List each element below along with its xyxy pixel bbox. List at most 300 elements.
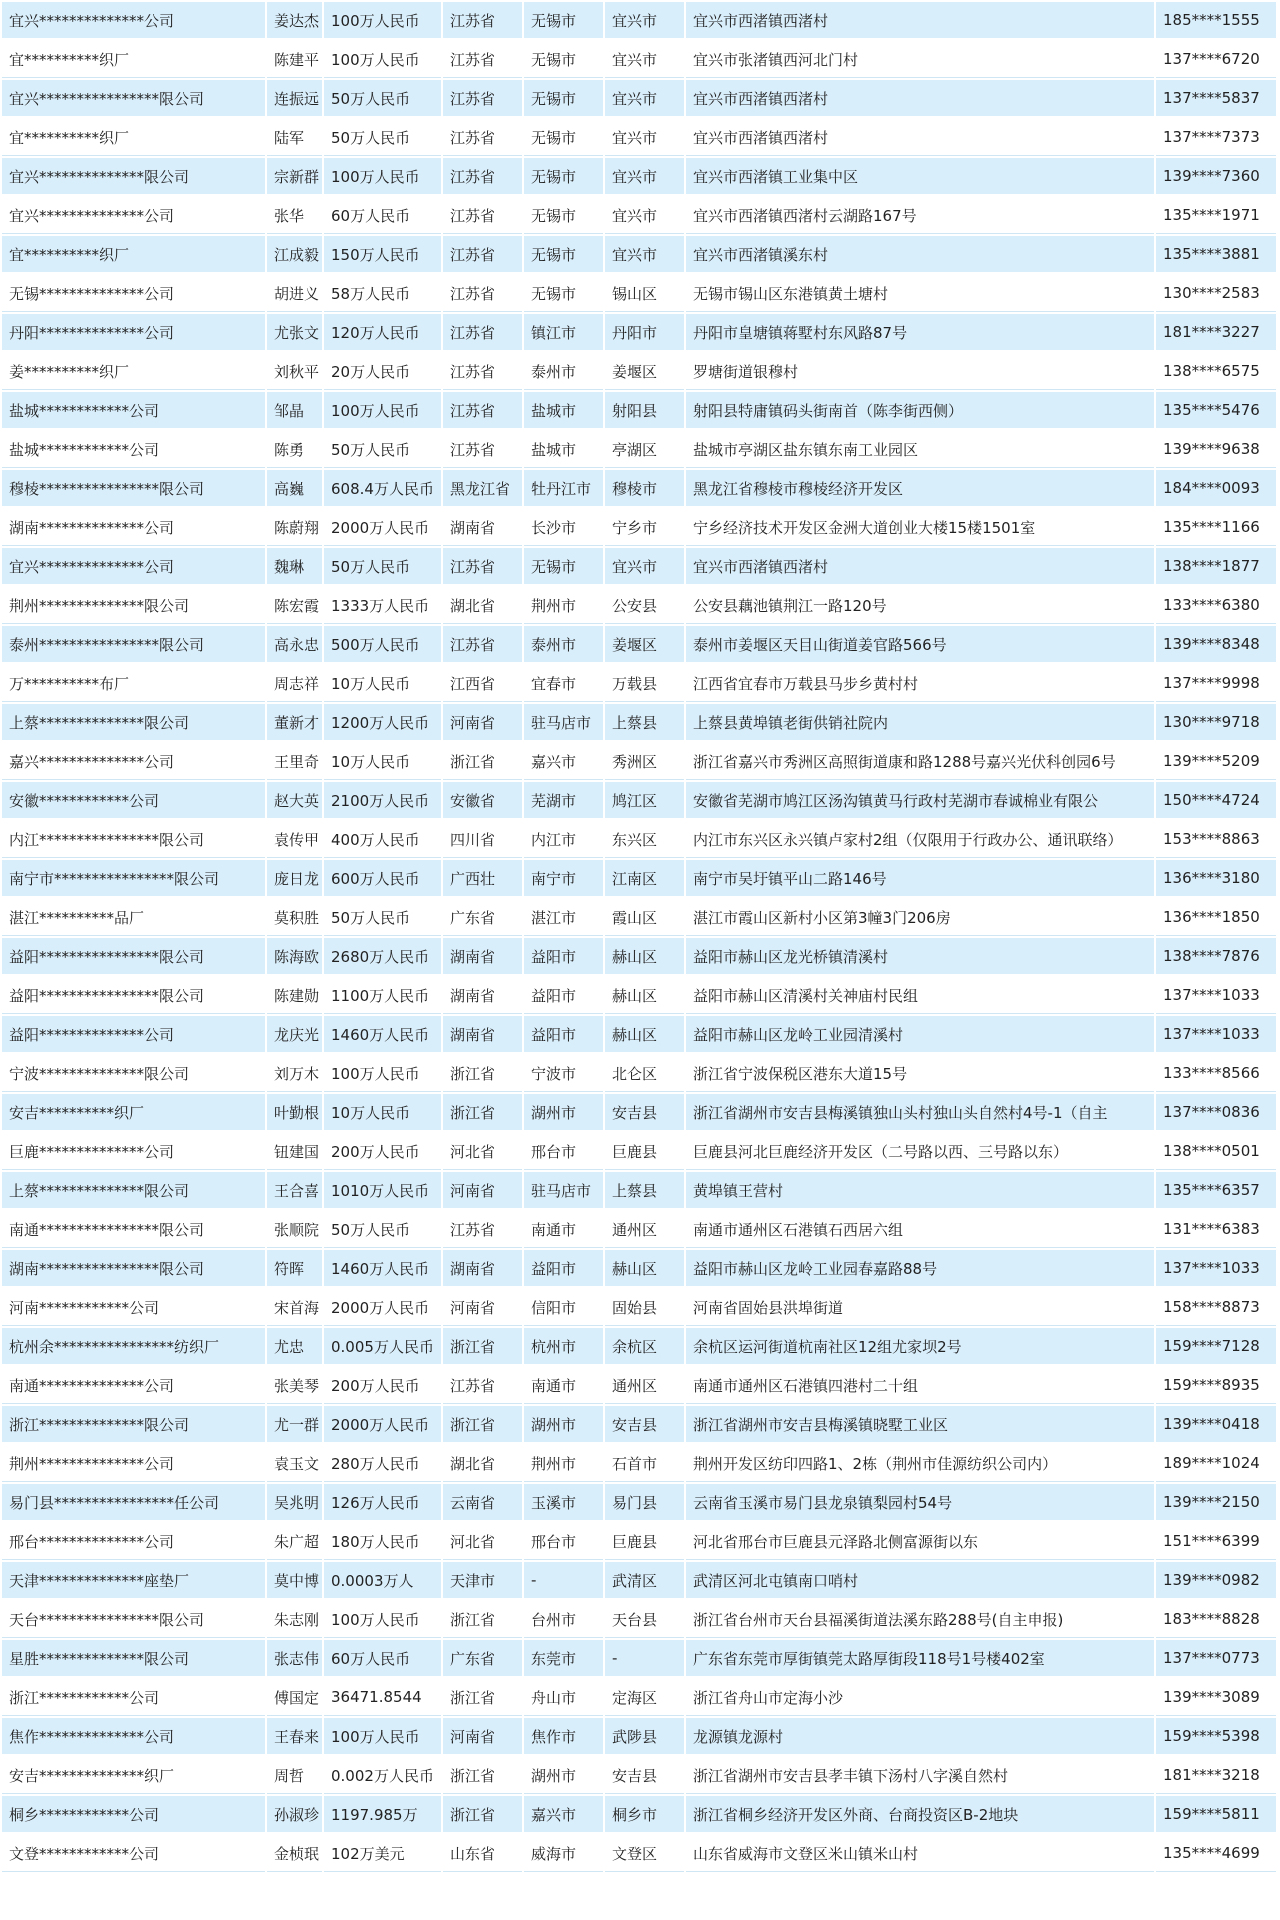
capital-cell: 50万人民币: [324, 431, 441, 468]
capital-cell: 100万人民币: [324, 1055, 441, 1092]
district-cell: 固始县: [605, 1289, 684, 1326]
address-cell: 丹阳市皇塘镇蒋墅村东风路87号: [686, 314, 1154, 351]
legal-rep-cell: 陈建平: [267, 41, 322, 78]
city-cell: 益阳市: [524, 1016, 603, 1053]
district-cell: 北仑区: [605, 1055, 684, 1092]
address-cell: 益阳市赫山区龙岭工业园清溪村: [686, 1016, 1154, 1053]
table-row: [2, 1172, 1276, 1209]
capital-cell: 10万人民币: [324, 1094, 441, 1131]
city-cell: 泰州市: [524, 353, 603, 390]
province-cell: 湖北省: [443, 1445, 522, 1482]
district-cell: 宜兴市: [605, 197, 684, 234]
capital-cell: 100万人民币: [324, 2, 441, 39]
address-cell: 浙江省湖州市安吉县梅溪镇独山头村独山头自然村4号-1（自主: [686, 1094, 1154, 1131]
capital-cell: 50万人民币: [324, 119, 441, 156]
company-name-cell: 文登************公司: [2, 1835, 265, 1872]
legal-rep-cell: 周哲: [267, 1757, 322, 1794]
city-cell: -: [524, 1562, 603, 1599]
district-cell: 亭湖区: [605, 431, 684, 468]
capital-cell: 1333万人民币: [324, 587, 441, 624]
phone-cell: 183****8828: [1156, 1601, 1276, 1638]
address-cell: 宁乡经济技术开发区金洲大道创业大楼15楼1501室: [686, 509, 1154, 546]
table-row: [2, 548, 1276, 585]
company-name-cell: 宜**********织厂: [2, 236, 265, 273]
table-row: [2, 119, 1276, 156]
district-cell: 通州区: [605, 1367, 684, 1404]
district-cell: 宜兴市: [605, 80, 684, 117]
legal-rep-cell: 张美琴: [267, 1367, 322, 1404]
province-cell: 湖北省: [443, 587, 522, 624]
province-cell: 江苏省: [443, 275, 522, 312]
city-cell: 邢台市: [524, 1133, 603, 1170]
table-row: [2, 626, 1276, 663]
address-cell: 宜兴市西渚镇西渚村云湖路167号: [686, 197, 1154, 234]
legal-rep-cell: 莫积胜: [267, 899, 322, 936]
legal-rep-cell: 王春来: [267, 1718, 322, 1755]
address-cell: 巨鹿县河北巨鹿经济开发区（二号路以西、三号路以东）: [686, 1133, 1154, 1170]
legal-rep-cell: 张华: [267, 197, 322, 234]
table-row: [2, 1757, 1276, 1794]
district-cell: 桐乡市: [605, 1796, 684, 1833]
legal-rep-cell: 魏琳: [267, 548, 322, 585]
legal-rep-cell: 邹晶: [267, 392, 322, 429]
province-cell: 浙江省: [443, 1328, 522, 1365]
city-cell: 益阳市: [524, 1250, 603, 1287]
province-cell: 天津市: [443, 1562, 522, 1599]
legal-rep-cell: 朱广超: [267, 1523, 322, 1560]
company-name-cell: 荆州**************限公司: [2, 587, 265, 624]
district-cell: 赫山区: [605, 1250, 684, 1287]
district-cell: 万载县: [605, 665, 684, 702]
phone-cell: 151****6399: [1156, 1523, 1276, 1560]
legal-rep-cell: 莫中博: [267, 1562, 322, 1599]
company-name-cell: 宜**********织厂: [2, 119, 265, 156]
city-cell: 邢台市: [524, 1523, 603, 1560]
legal-rep-cell: 钮建国: [267, 1133, 322, 1170]
table-row: [2, 938, 1276, 975]
capital-cell: 600万人民币: [324, 860, 441, 897]
address-cell: 上蔡县黄埠镇老街供销社院内: [686, 704, 1154, 741]
province-cell: 江苏省: [443, 353, 522, 390]
table-row: [2, 1601, 1276, 1638]
district-cell: 天台县: [605, 1601, 684, 1638]
capital-cell: 50万人民币: [324, 548, 441, 585]
address-cell: 南通市通州区石港镇四港村二十组: [686, 1367, 1154, 1404]
address-cell: 内江市东兴区永兴镇卢家村2组（仅限用于行政办公、通讯联络）: [686, 821, 1154, 858]
phone-cell: 135****4699: [1156, 1835, 1276, 1872]
phone-cell: 139****5209: [1156, 743, 1276, 780]
capital-cell: 58万人民币: [324, 275, 441, 312]
city-cell: 舟山市: [524, 1679, 603, 1716]
capital-cell: 2100万人民币: [324, 782, 441, 819]
capital-cell: 1460万人民币: [324, 1250, 441, 1287]
district-cell: 锡山区: [605, 275, 684, 312]
province-cell: 河北省: [443, 1133, 522, 1170]
province-cell: 广东省: [443, 899, 522, 936]
phone-cell: 136****3180: [1156, 860, 1276, 897]
legal-rep-cell: 吴兆明: [267, 1484, 322, 1521]
capital-cell: 150万人民币: [324, 236, 441, 273]
company-name-cell: 河南************公司: [2, 1289, 265, 1326]
company-name-cell: 内江****************限公司: [2, 821, 265, 858]
district-cell: 安吉县: [605, 1406, 684, 1443]
capital-cell: 1010万人民币: [324, 1172, 441, 1209]
city-cell: 东莞市: [524, 1640, 603, 1677]
phone-cell: 130****2583: [1156, 275, 1276, 312]
district-cell: 射阳县: [605, 392, 684, 429]
table-row: [2, 509, 1276, 546]
district-cell: 武清区: [605, 1562, 684, 1599]
phone-cell: 133****6380: [1156, 587, 1276, 624]
district-cell: 宜兴市: [605, 2, 684, 39]
city-cell: 玉溪市: [524, 1484, 603, 1521]
city-cell: 盐城市: [524, 431, 603, 468]
phone-cell: 131****6383: [1156, 1211, 1276, 1248]
address-cell: 益阳市赫山区龙光桥镇清溪村: [686, 938, 1154, 975]
phone-cell: 130****9718: [1156, 704, 1276, 741]
table-row: [2, 1094, 1276, 1131]
company-name-cell: 宜兴****************限公司: [2, 80, 265, 117]
company-name-cell: 丹阳**************公司: [2, 314, 265, 351]
capital-cell: 60万人民币: [324, 197, 441, 234]
capital-cell: 2000万人民币: [324, 509, 441, 546]
address-cell: 山东省威海市文登区米山镇米山村: [686, 1835, 1154, 1872]
company-name-cell: 益阳****************限公司: [2, 977, 265, 1014]
company-name-cell: 姜**********织厂: [2, 353, 265, 390]
district-cell: 安吉县: [605, 1094, 684, 1131]
table-row: [2, 821, 1276, 858]
city-cell: 无锡市: [524, 236, 603, 273]
district-cell: 通州区: [605, 1211, 684, 1248]
capital-cell: 200万人民币: [324, 1133, 441, 1170]
legal-rep-cell: 陈海欧: [267, 938, 322, 975]
company-name-cell: 无锡**************公司: [2, 275, 265, 312]
address-cell: 宜兴市张渚镇西河北门村: [686, 41, 1154, 78]
table-row: [2, 1445, 1276, 1482]
legal-rep-cell: 陈蔚翔: [267, 509, 322, 546]
city-cell: 益阳市: [524, 938, 603, 975]
city-cell: 杭州市: [524, 1328, 603, 1365]
table-row: [2, 1250, 1276, 1287]
capital-cell: 1197.985万: [324, 1796, 441, 1833]
city-cell: 无锡市: [524, 197, 603, 234]
table-row: [2, 1562, 1276, 1599]
province-cell: 湖南省: [443, 1016, 522, 1053]
province-cell: 江苏省: [443, 626, 522, 663]
city-cell: 无锡市: [524, 158, 603, 195]
company-name-cell: 荆州**************公司: [2, 1445, 265, 1482]
phone-cell: 137****1033: [1156, 1016, 1276, 1053]
capital-cell: 608.4万人民币: [324, 470, 441, 507]
district-cell: 霞山区: [605, 899, 684, 936]
table-row: [2, 704, 1276, 741]
legal-rep-cell: 张志伟: [267, 1640, 322, 1677]
capital-cell: 126万人民币: [324, 1484, 441, 1521]
capital-cell: 50万人民币: [324, 899, 441, 936]
legal-rep-cell: 金桢珉: [267, 1835, 322, 1872]
district-cell: 穆棱市: [605, 470, 684, 507]
company-name-cell: 巨鹿**************公司: [2, 1133, 265, 1170]
address-cell: 浙江省宁波保税区港东大道15号: [686, 1055, 1154, 1092]
company-name-cell: 泰州****************限公司: [2, 626, 265, 663]
city-cell: 益阳市: [524, 977, 603, 1014]
district-cell: -: [605, 1640, 684, 1677]
province-cell: 江苏省: [443, 548, 522, 585]
company-name-cell: 宜**********织厂: [2, 41, 265, 78]
city-cell: 威海市: [524, 1835, 603, 1872]
capital-cell: 280万人民币: [324, 1445, 441, 1482]
district-cell: 易门县: [605, 1484, 684, 1521]
legal-rep-cell: 张顺院: [267, 1211, 322, 1248]
table-row: [2, 1289, 1276, 1326]
phone-cell: 184****0093: [1156, 470, 1276, 507]
company-name-cell: 杭州余****************纺织厂: [2, 1328, 265, 1365]
province-cell: 湖南省: [443, 1250, 522, 1287]
address-cell: 河南省固始县洪埠街道: [686, 1289, 1154, 1326]
legal-rep-cell: 陈建勋: [267, 977, 322, 1014]
capital-cell: 50万人民币: [324, 1211, 441, 1248]
district-cell: 江南区: [605, 860, 684, 897]
capital-cell: 2680万人民币: [324, 938, 441, 975]
phone-cell: 137****9998: [1156, 665, 1276, 702]
phone-cell: 159****7128: [1156, 1328, 1276, 1365]
phone-cell: 181****3218: [1156, 1757, 1276, 1794]
capital-cell: 100万人民币: [324, 1601, 441, 1638]
table-row: [2, 1484, 1276, 1521]
province-cell: 云南省: [443, 1484, 522, 1521]
company-name-cell: 邢台**************公司: [2, 1523, 265, 1560]
address-cell: 射阳县特庸镇码头街南首（陈李街西侧）: [686, 392, 1154, 429]
phone-cell: 159****8935: [1156, 1367, 1276, 1404]
province-cell: 湖南省: [443, 509, 522, 546]
province-cell: 湖南省: [443, 938, 522, 975]
province-cell: 浙江省: [443, 1601, 522, 1638]
legal-rep-cell: 周志祥: [267, 665, 322, 702]
legal-rep-cell: 庞日龙: [267, 860, 322, 897]
phone-cell: 181****3227: [1156, 314, 1276, 351]
province-cell: 浙江省: [443, 1796, 522, 1833]
city-cell: 嘉兴市: [524, 1796, 603, 1833]
table-row: [2, 1796, 1276, 1833]
legal-rep-cell: 龙庆光: [267, 1016, 322, 1053]
province-cell: 江苏省: [443, 80, 522, 117]
company-name-cell: 天津**************座垫厂: [2, 1562, 265, 1599]
city-cell: 泰州市: [524, 626, 603, 663]
legal-rep-cell: 陈勇: [267, 431, 322, 468]
table-row: [2, 353, 1276, 390]
district-cell: 宁乡市: [605, 509, 684, 546]
table-row: [2, 977, 1276, 1014]
city-cell: 台州市: [524, 1601, 603, 1638]
address-cell: 武清区河北屯镇南口哨村: [686, 1562, 1154, 1599]
company-name-cell: 湛江**********品厂: [2, 899, 265, 936]
province-cell: 广西壮: [443, 860, 522, 897]
address-cell: 浙江省嘉兴市秀洲区高照街道康和路1288号嘉兴光伏科创园6号: [686, 743, 1154, 780]
address-cell: 余杭区运河街道杭南社区12组尤家坝2号: [686, 1328, 1154, 1365]
district-cell: 上蔡县: [605, 1172, 684, 1209]
city-cell: 盐城市: [524, 392, 603, 429]
legal-rep-cell: 董新才: [267, 704, 322, 741]
province-cell: 江西省: [443, 665, 522, 702]
district-cell: 上蔡县: [605, 704, 684, 741]
company-name-cell: 焦作**************公司: [2, 1718, 265, 1755]
address-cell: 无锡市锡山区东港镇黄土塘村: [686, 275, 1154, 312]
legal-rep-cell: 叶勤根: [267, 1094, 322, 1131]
table-row: [2, 1835, 1276, 1872]
city-cell: 湖州市: [524, 1406, 603, 1443]
legal-rep-cell: 尤张文: [267, 314, 322, 351]
table-row: [2, 743, 1276, 780]
phone-cell: 135****5476: [1156, 392, 1276, 429]
company-name-cell: 桐乡************公司: [2, 1796, 265, 1833]
phone-cell: 137****0836: [1156, 1094, 1276, 1131]
address-cell: 宜兴市西渚镇工业集中区: [686, 158, 1154, 195]
district-cell: 鸠江区: [605, 782, 684, 819]
address-cell: 泰州市姜堰区天目山街道姜官路566号: [686, 626, 1154, 663]
city-cell: 无锡市: [524, 548, 603, 585]
company-name-cell: 宜兴**************限公司: [2, 158, 265, 195]
capital-cell: 2000万人民币: [324, 1406, 441, 1443]
phone-cell: 137****7373: [1156, 119, 1276, 156]
district-cell: 安吉县: [605, 1757, 684, 1794]
city-cell: 焦作市: [524, 1718, 603, 1755]
legal-rep-cell: 连振远: [267, 80, 322, 117]
district-cell: 巨鹿县: [605, 1523, 684, 1560]
district-cell: 宜兴市: [605, 158, 684, 195]
phone-cell: 153****8863: [1156, 821, 1276, 858]
phone-cell: 189****1024: [1156, 1445, 1276, 1482]
table-row: [2, 1523, 1276, 1560]
address-cell: 宜兴市西渚镇西渚村: [686, 119, 1154, 156]
phone-cell: 137****6720: [1156, 41, 1276, 78]
legal-rep-cell: 刘秋平: [267, 353, 322, 390]
district-cell: 丹阳市: [605, 314, 684, 351]
table-row: [2, 41, 1276, 78]
phone-cell: 135****3881: [1156, 236, 1276, 273]
phone-cell: 135****1971: [1156, 197, 1276, 234]
province-cell: 江苏省: [443, 158, 522, 195]
capital-cell: 100万人民币: [324, 1718, 441, 1755]
city-cell: 长沙市: [524, 509, 603, 546]
province-cell: 河南省: [443, 704, 522, 741]
capital-cell: 100万人民币: [324, 158, 441, 195]
capital-cell: 100万人民币: [324, 392, 441, 429]
address-cell: 益阳市赫山区龙岭工业园春嘉路88号: [686, 1250, 1154, 1287]
address-cell: 公安县藕池镇荆江一路120号: [686, 587, 1154, 624]
district-cell: 姜堰区: [605, 353, 684, 390]
legal-rep-cell: 高永忠: [267, 626, 322, 663]
company-name-cell: 盐城************公司: [2, 392, 265, 429]
phone-cell: 136****1850: [1156, 899, 1276, 936]
legal-rep-cell: 尤一群: [267, 1406, 322, 1443]
city-cell: 牡丹江市: [524, 470, 603, 507]
address-cell: 龙源镇龙源村: [686, 1718, 1154, 1755]
province-cell: 河南省: [443, 1718, 522, 1755]
company-name-cell: 万**********布厂: [2, 665, 265, 702]
address-cell: 浙江省湖州市安吉县梅溪镇晓墅工业区: [686, 1406, 1154, 1443]
table-row: [2, 197, 1276, 234]
phone-cell: 139****8348: [1156, 626, 1276, 663]
company-name-cell: 宜兴**************公司: [2, 2, 265, 39]
province-cell: 江苏省: [443, 314, 522, 351]
province-cell: 浙江省: [443, 1094, 522, 1131]
phone-cell: 138****6575: [1156, 353, 1276, 390]
city-cell: 南宁市: [524, 860, 603, 897]
company-name-cell: 湖南**************公司: [2, 509, 265, 546]
city-cell: 宁波市: [524, 1055, 603, 1092]
city-cell: 镇江市: [524, 314, 603, 351]
city-cell: 湖州市: [524, 1757, 603, 1794]
table-row: [2, 860, 1276, 897]
table-row: [2, 1133, 1276, 1170]
table-row: [2, 314, 1276, 351]
phone-cell: 139****9638: [1156, 431, 1276, 468]
phone-cell: 139****0418: [1156, 1406, 1276, 1443]
phone-cell: 135****6357: [1156, 1172, 1276, 1209]
company-name-cell: 南宁市****************限公司: [2, 860, 265, 897]
table-row: [2, 1406, 1276, 1443]
district-cell: 宜兴市: [605, 236, 684, 273]
phone-cell: 139****7360: [1156, 158, 1276, 195]
address-cell: 宜兴市西渚镇西渚村: [686, 2, 1154, 39]
legal-rep-cell: 胡进义: [267, 275, 322, 312]
address-cell: 河北省邢台市巨鹿县元泽路北侧富源街以东: [686, 1523, 1154, 1560]
table-row: [2, 1718, 1276, 1755]
phone-cell: 139****2150: [1156, 1484, 1276, 1521]
company-name-cell: 浙江**************限公司: [2, 1406, 265, 1443]
table-row: [2, 1640, 1276, 1677]
address-cell: 浙江省湖州市安吉县孝丰镇下汤村八字溪自然村: [686, 1757, 1154, 1794]
province-cell: 黑龙江省: [443, 470, 522, 507]
company-name-cell: 安吉**************织厂: [2, 1757, 265, 1794]
address-cell: 湛江市霞山区新村小区第3幢3门206房: [686, 899, 1154, 936]
province-cell: 山东省: [443, 1835, 522, 1872]
capital-cell: 102万美元: [324, 1835, 441, 1872]
table-row: [2, 1367, 1276, 1404]
table-row: [2, 899, 1276, 936]
district-cell: 宜兴市: [605, 119, 684, 156]
table-row: [2, 1328, 1276, 1365]
company-name-cell: 南通****************限公司: [2, 1211, 265, 1248]
table-row: [2, 431, 1276, 468]
district-cell: 东兴区: [605, 821, 684, 858]
district-cell: 公安县: [605, 587, 684, 624]
province-cell: 广东省: [443, 1640, 522, 1677]
capital-cell: 100万人民币: [324, 41, 441, 78]
table-row: [2, 587, 1276, 624]
city-cell: 宜春市: [524, 665, 603, 702]
capital-cell: 200万人民币: [324, 1367, 441, 1404]
district-cell: 石首市: [605, 1445, 684, 1482]
province-cell: 江苏省: [443, 236, 522, 273]
phone-cell: 137****1033: [1156, 1250, 1276, 1287]
legal-rep-cell: 宋首海: [267, 1289, 322, 1326]
legal-rep-cell: 刘万木: [267, 1055, 322, 1092]
city-cell: 信阳市: [524, 1289, 603, 1326]
city-cell: 无锡市: [524, 119, 603, 156]
legal-rep-cell: 朱志刚: [267, 1601, 322, 1638]
capital-cell: 180万人民币: [324, 1523, 441, 1560]
province-cell: 江苏省: [443, 1211, 522, 1248]
phone-cell: 135****1166: [1156, 509, 1276, 546]
city-cell: 南通市: [524, 1367, 603, 1404]
phone-cell: 159****5398: [1156, 1718, 1276, 1755]
company-name-cell: 易门县****************任公司: [2, 1484, 265, 1521]
address-cell: 浙江省桐乡经济开发区外商、台商投资区B-2地块: [686, 1796, 1154, 1833]
city-cell: 嘉兴市: [524, 743, 603, 780]
table-row: [2, 275, 1276, 312]
province-cell: 江苏省: [443, 431, 522, 468]
